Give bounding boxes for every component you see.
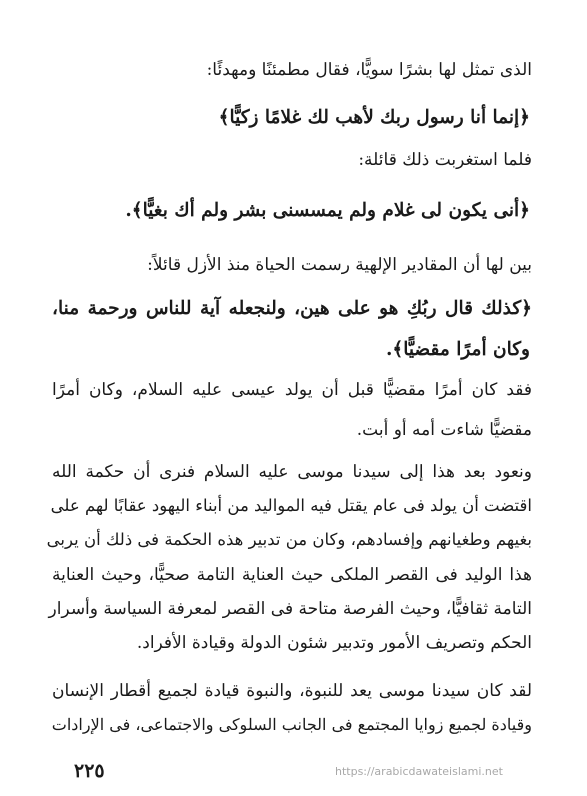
page-number: ٢٢٥ [74, 760, 105, 782]
text-line: التامة ثقافيًّا، وحيث الفرصة متاحة فى القصر لمعرفة السياسة وأسرار [48, 599, 532, 619]
text-line: بين لها أن المقادير الإلهية رسمت الحياة منذ الأزل قائلاً: [147, 255, 532, 275]
text-line: هذا الوليد فى القصر الملكى حيث العناية التامة صحيًّا، وحيث العناية [52, 565, 532, 585]
text-line: الذى تمثل لها بشرًا سويًّا، فقال مطمئنًا ومهدئًا: [206, 60, 532, 80]
quran-verse-line: ﴿إنما أنا رسول ربك لأهب لك غلامًا زكيًّا﴾ [218, 107, 530, 128]
text-line: مقضيًّا شاءت أمه أو أبت. [356, 420, 532, 440]
watermark: https://arabicdawateislami.net [335, 765, 503, 778]
text-line: لقد كان سيدنا موسى يعد للنبوة، والنبوة قيادة لجميع أقطار الإنسان [52, 681, 532, 701]
quran-verse-line: ﴿أنى يكون لى غلام ولم يمسسنى بشر ولم أك بغيًّا﴾. [125, 200, 530, 221]
text-line: ونعود بعد هذا إلى سيدنا موسى عليه السلام فنرى أن حكمة الله [52, 462, 532, 482]
text-line: الحكم وتصريف الأمور وتدبير شئون الدولة وقيادة الأفراد. [136, 633, 532, 653]
text-line: فلما استغربت ذلك قائلة: [358, 150, 532, 170]
quran-verse-line: ﴿كذلك قال ربُكِ هو على هين، ولنجعله آية للناس ورحمة منا، [52, 298, 532, 319]
text-line: بغيهم وطغيانهم وإفسادهم، وكان من تدبير هذه الحكمة فى ذلك أن يربى [46, 530, 532, 549]
text-line: فقد كان أمرًا مقضيًّا قبل أن يولد عيسى عليه السلام، وكان أمرًا [52, 380, 532, 400]
quran-verse-line: وكان أمرًا مقضيًّا﴾. [385, 339, 530, 360]
text-line: اقتضت أن يولد فى عام يقتل فيه المواليد من أبناء اليهود عقابًا لهم على [50, 496, 532, 515]
text-line: وقيادة لجميع زوايا المجتمع فى الجانب السلوكى والاجتماعى، فى الإرادات [51, 715, 532, 734]
